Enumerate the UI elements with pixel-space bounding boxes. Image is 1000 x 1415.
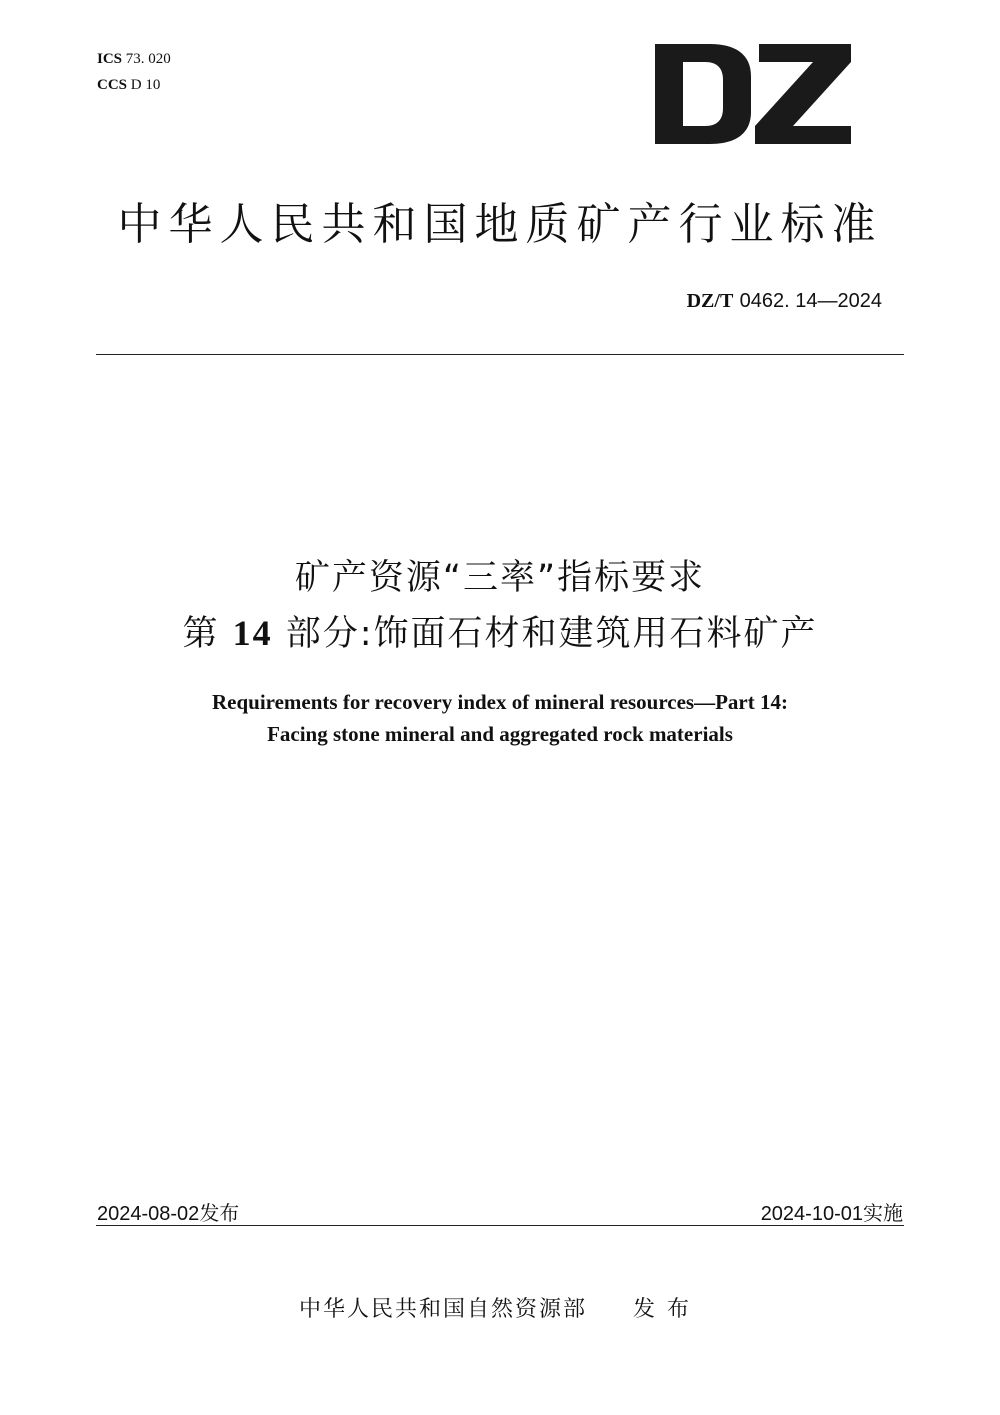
implementation-date: 2024-10-01实施 — [760, 1201, 903, 1225]
standard-number-prefix: DZ/T — [686, 290, 734, 312]
english-title-line-1: Requirements for recovery index of mineral resources—Part 14: — [211, 690, 788, 714]
standard-number — [687, 288, 882, 313]
top-divider — [96, 354, 904, 355]
ics-code: ICS 73. 020 — [97, 51, 171, 67]
issuer-action: 发布 — [633, 1297, 702, 1322]
issuing-authority — [0, 1292, 1000, 1323]
bottom-divider — [96, 1225, 904, 1226]
standard-number-value: 0462. 14—2024 — [739, 290, 882, 312]
issue-date: 2024-08-02发布 — [97, 1201, 240, 1225]
chinese-title-line-2: 第 14 部分:饰面石材和建筑用石料矿产 — [182, 613, 818, 654]
ccs-code: CCS D 10 — [97, 77, 161, 93]
classification-codes — [97, 46, 171, 98]
standard-type-title: 中华人民共和国地质矿产行业标准 — [117, 199, 883, 250]
issuer-name: 中华人民共和国自然资源部 — [298, 1297, 587, 1322]
chinese-title-line-1: 矿产资源“三率”指标要求 — [294, 558, 706, 598]
dz-logo — [655, 44, 851, 144]
english-title-line-2: Facing stone mineral and aggregated rock materials — [267, 722, 733, 746]
